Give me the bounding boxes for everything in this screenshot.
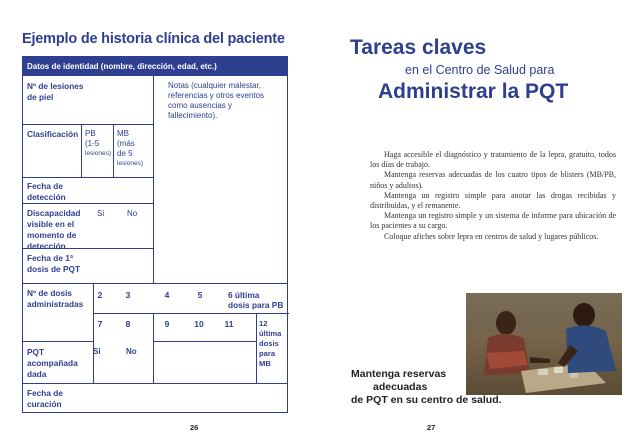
accompanied-line: dada (27, 369, 47, 379)
page-number-right: 27 (427, 423, 436, 432)
page-title-right-main: Administrar la PQT (378, 80, 569, 103)
last-dose-pb-line: dosis para PB (228, 300, 284, 310)
classification-label: Clasificación (27, 129, 79, 139)
accompanied-label (27, 347, 78, 380)
task-item: Haga accesible el diagnóstico y tratamiento de la lepra, gratuito, todos los días de trabajo. (370, 150, 616, 170)
dose-number: 2 (97, 290, 103, 300)
disability-yes: Si (97, 209, 105, 218)
dose-number: 4 (164, 290, 170, 300)
detection-date-line: Fecha de (27, 181, 63, 191)
task-item: Mantenga un registro simple para anotar las drogas recibidas y distribuidas, y el remanente. (370, 190, 616, 211)
divider (23, 203, 153, 204)
cure-date-line: curación (27, 399, 62, 409)
disability-line: detección (27, 241, 66, 251)
last-dose-mb (259, 319, 287, 369)
page-title-left: Ejemplo de historia clínica del paciente (22, 31, 285, 47)
divider (153, 76, 154, 284)
last-dose-mb-line: para MB (259, 349, 276, 368)
divider (153, 341, 256, 342)
doses-label-line: administradas (27, 299, 84, 309)
mb-line: lesiones) (117, 160, 144, 167)
page-title-right: Tareas claves (350, 36, 487, 59)
last-dose-mb-line: última (259, 329, 282, 338)
lesions-label-line: Nº de lesiones (27, 81, 84, 91)
dose-number: 9 (164, 319, 170, 329)
accompanied-yes: Si (93, 347, 101, 356)
last-dose-mb-line: 12 (259, 319, 268, 328)
identity-header: Datos de identidad (nombre, dirección, edad, etc.) (23, 57, 287, 76)
divider (23, 124, 153, 125)
task-list (370, 150, 616, 242)
divider (23, 383, 287, 384)
doses-label (27, 288, 83, 310)
pb-line: lesiones) (85, 150, 112, 157)
cure-date-label (27, 388, 63, 410)
dose-number: 3 (125, 290, 131, 300)
last-dose-pb (228, 290, 283, 310)
divider (81, 124, 82, 178)
notes-line: fallecimiento). (168, 111, 218, 120)
notes-line: Notas (cualquier malestar, (168, 81, 261, 90)
dose-number: 10 (194, 319, 204, 329)
disability-label (27, 208, 81, 252)
mb-line: de 5 (117, 149, 133, 158)
pb-option (85, 129, 111, 159)
first-dose-line: dosis de PQT (27, 264, 81, 274)
doses-label-line: Nº de dosis (27, 288, 72, 298)
task-item: Coloque afiches sobre lepra en centros de salud y lugares públicos. (384, 231, 599, 241)
notes-label (168, 81, 264, 121)
mb-line: (más (117, 139, 135, 148)
caption-line: de PQT en su centro de salud. (351, 394, 502, 406)
first-dose-label (27, 253, 80, 275)
dose-number: 5 (197, 290, 203, 300)
dose-number: 11 (224, 319, 234, 329)
last-dose-pb-line: 6 última (228, 290, 260, 300)
disability-line: Discapacidad (27, 208, 81, 218)
divider (153, 313, 154, 383)
mb-line: MB (117, 129, 129, 138)
patient-record-form (22, 56, 288, 413)
dose-number: 7 (97, 319, 103, 329)
task-item: Mantenga reservas adecuadas de los cuatro tipos de blisters (MB/PB, niños y adultos). (370, 170, 616, 190)
page-number-left: 26 (190, 423, 199, 432)
detection-date-line: detección (27, 192, 66, 202)
dose-number: 8 (125, 319, 131, 329)
notes-line: como ausencias y (168, 101, 233, 110)
caption-line: Mantenga reservas (351, 368, 447, 380)
cure-date-line: Fecha de (27, 388, 63, 398)
disability-line: momento de (27, 230, 77, 240)
accompanied-no: No (126, 347, 137, 356)
page-subtitle: en el Centro de Salud para (405, 63, 555, 77)
detection-date-label (27, 181, 66, 203)
notes-line: referencias y otros eventos (168, 91, 265, 100)
caption-line: adecuadas (373, 381, 428, 393)
disability-no: No (127, 209, 138, 218)
disability-line: visible en el (27, 219, 75, 229)
mb-option (117, 129, 143, 169)
lesions-label-line: de piel (27, 92, 54, 102)
pb-line: (1-5 (85, 139, 100, 148)
divider (23, 177, 153, 178)
lesions-label (27, 81, 84, 103)
accompanied-line: acompañada (27, 358, 78, 368)
divider (23, 341, 93, 342)
divider (93, 313, 289, 314)
divider (113, 124, 114, 178)
divider (23, 283, 287, 284)
task-item: Mantenga un registro simple y un sistema de informe para ubicación de los pacientes a su cargo. (370, 211, 616, 231)
divider (256, 313, 257, 383)
accompanied-line: PQT (27, 347, 45, 357)
first-dose-line: Fecha de 1ª (27, 253, 73, 263)
last-dose-mb-line: dosis (259, 339, 279, 348)
photo-caption (351, 368, 591, 407)
pb-line: PB (85, 129, 96, 138)
